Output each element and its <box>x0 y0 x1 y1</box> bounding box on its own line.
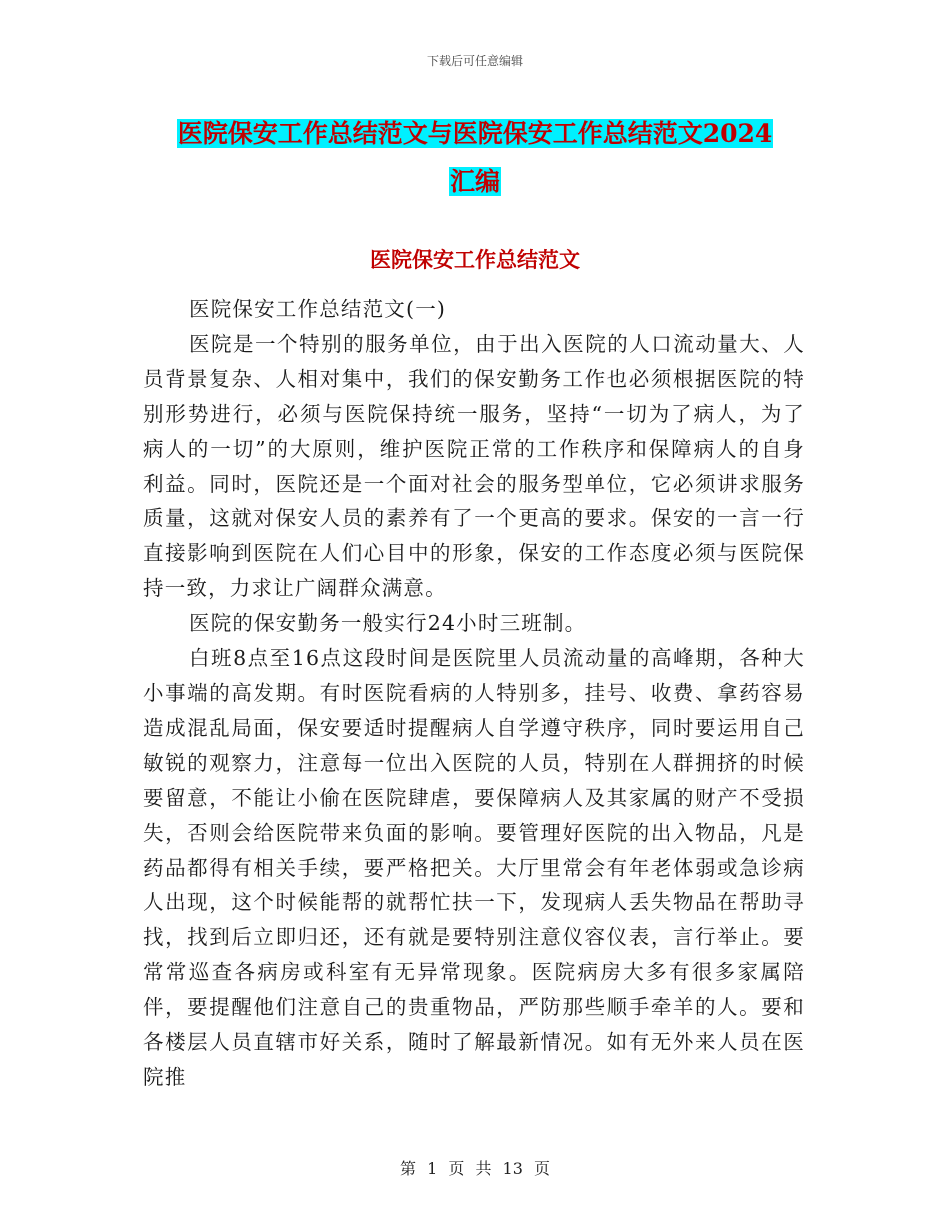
document-title <box>140 110 810 206</box>
section-title: 医院保安工作总结范文 <box>370 247 580 272</box>
paragraph: 医院的保安勤务一般实行24小时三班制。 <box>189 611 587 636</box>
title-line-1: 医院保安工作总结范文与医院保安工作总结范文2024 <box>177 119 773 148</box>
document-body <box>143 292 805 1095</box>
page-footer: 第 1 页 共 13 页 <box>400 1159 550 1178</box>
paragraph: 医院保安工作总结范文(一) <box>189 297 447 321</box>
title-line-2: 汇编 <box>449 167 500 196</box>
paragraph: 白班8点至16点这段时间是医院里人员流动量的高峰期，各种大小事端的高发期。有时医院看病的人特别多，挂号、收费、拿药容易造成混乱局面，保安要适时提醒病人自学遵守秩序，同时要运用自己敏锐的观察力，注意每一位出入医院的人员，特别在人群拥挤的时候要留意，不能让小偷在医院肆虐，要保障病人及其家属的财产不受损失，否则会给医院带来负面的影响。要管理好医院的出入物品，凡是药品都得有相关手续，要严格把关。大厅里常会有年老体弱或急诊病人出现，这个时候能帮的就帮忙扶一下，发现病人丢失物品在帮助寻找，找到后立即归还，还有就是要特别注意仪容仪表，言行举止。要常常巡查各病房或科室有无异常现象。医院病房大多有很多家属陪伴，要提醒他们注意自己的贵重物品，严防那些顺手牵羊的人。要和各楼层人员直辖市好关系，随时了解最新情况。如有无外来人员在医院推 <box>143 646 805 1089</box>
page-header: 下载后可任意编辑 <box>426 54 523 68</box>
paragraph: 医院是一个特别的服务单位，由于出入医院的人口流动量大、人员背景复杂、人相对集中，我们的保安勤务工作也必须根据医院的特别形势进行，必须与医院保持统一服务，坚持“一切为了病人，为了病人的一切”的大原则，维护医院正常的工作秩序和保障病人的自身利益。同时，医院还是一个面对社会的服务型单位，它必须讲求服务质量，这就对保安人员的素养有了一个更高的要求。保安的一言一行直接影响到医院在人们心目中的形象，保安的工作态度必须与医院保持一致，力求让广阔群众满意。 <box>143 331 805 601</box>
